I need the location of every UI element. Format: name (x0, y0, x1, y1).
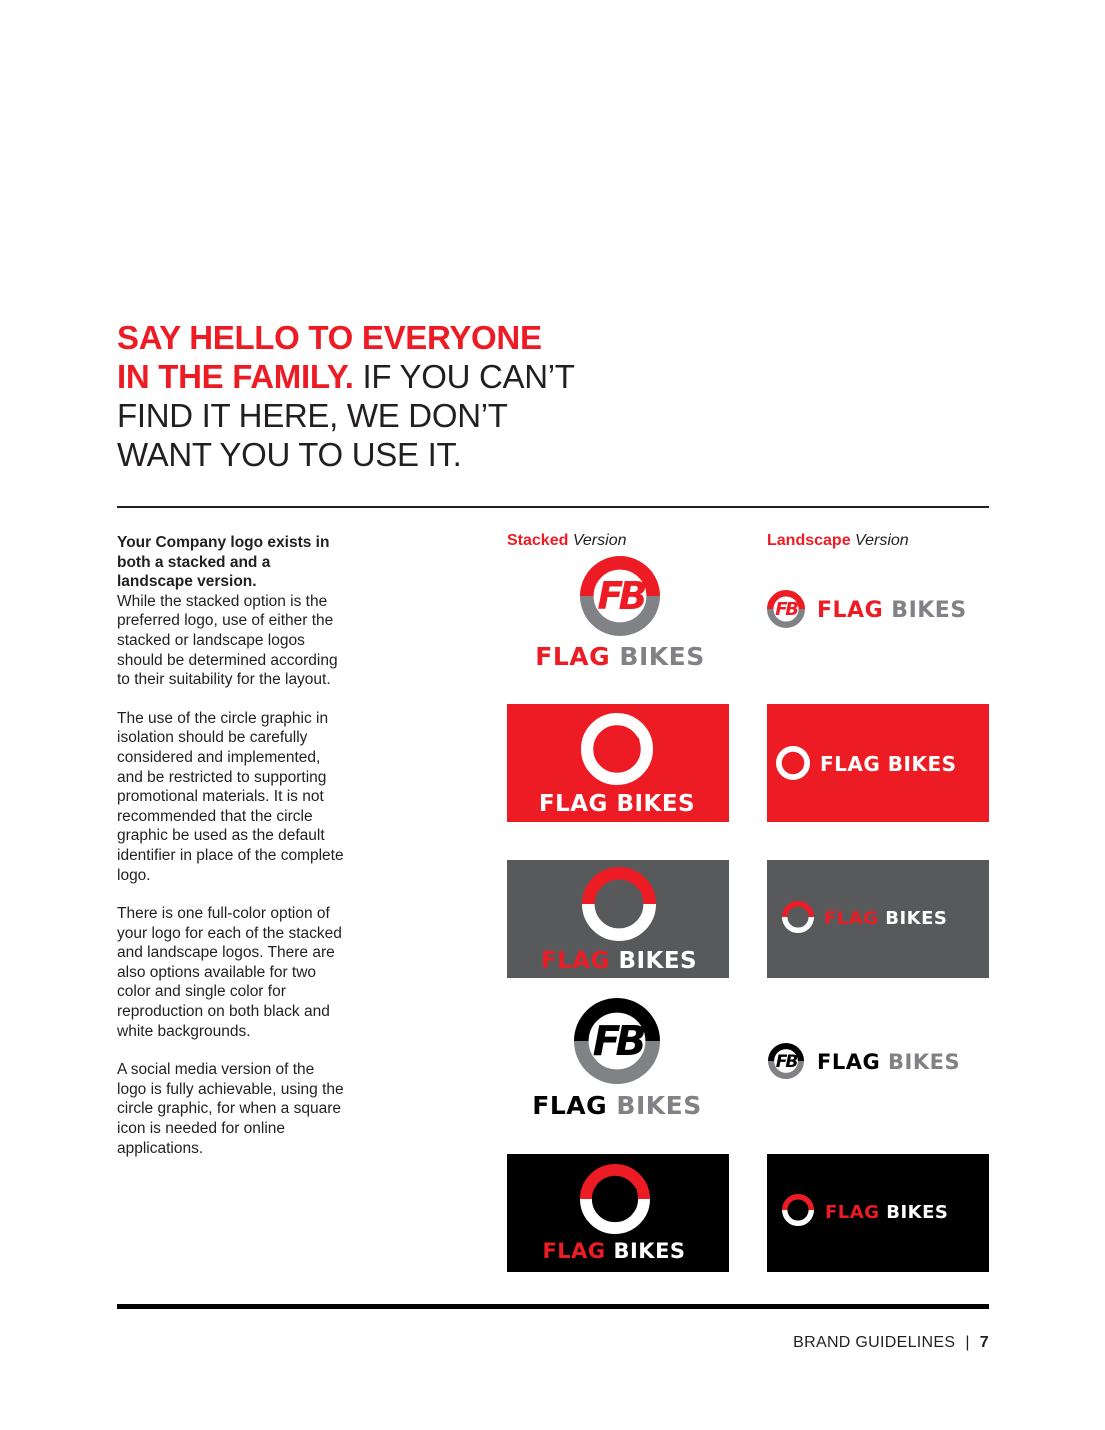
flag-bikes-wordmark: FLAG BIKES (820, 752, 957, 776)
body-paragraph-3: There is one full-color option of your logo for each of the stacked and landscape logos. There are also options available for two color and single color for reproduction on both black and white backgrounds. (117, 905, 342, 1040)
stacked-logo-black (507, 998, 729, 1116)
landscape-version-word: Version (855, 532, 909, 549)
flag-bikes-wordmark: FLAG BIKES (535, 642, 705, 671)
svg-text:FB: FB (596, 729, 638, 770)
stacked-word: Stacked (507, 532, 569, 549)
svg-text:FB: FB (775, 599, 797, 621)
body-lead: Your Company logo exists in both a stacked and a landscape version. (117, 534, 330, 591)
bottom-divider (117, 1304, 989, 1309)
body-text-column (117, 533, 347, 1177)
headline-red-line-1: SAY HELLO TO EVERYONE (117, 319, 542, 356)
headline-rest-1: IF YOU CAN’T (362, 358, 575, 395)
stacked-logo-on-red (507, 704, 729, 822)
headline-rest-3: WANT YOU TO USE IT. (117, 436, 462, 473)
fb-emblem-icon (581, 1005, 652, 1076)
landscape-logo-on-red (767, 704, 989, 822)
landscape-logo-black (767, 1003, 989, 1121)
footer-label: BRAND GUIDELINES (793, 1334, 956, 1351)
flag-bikes-wordmark: FLAG BIKES (825, 1202, 949, 1223)
body-p1: While the stacked option is the preferred logo, use of either the stacked or landscape logos should be determined according to their suitability for the layout. (117, 592, 338, 689)
stacked-logo-on-gray (507, 860, 729, 978)
svg-text:FB: FB (598, 883, 640, 925)
page-number: 7 (979, 1334, 989, 1351)
landscape-logo-full-color (767, 554, 989, 672)
flag-bikes-wordmark: FLAG BIKES (540, 948, 698, 974)
headline-red-line-2: IN THE FAMILY. (117, 358, 354, 395)
fb-emblem-icon (770, 593, 802, 625)
top-divider (117, 506, 989, 508)
svg-text:FB: FB (788, 908, 808, 927)
page-footer (793, 1334, 989, 1352)
flag-bikes-wordmark: FLAG BIKES (538, 791, 696, 817)
body-paragraph-4: A social media version of the logo is fully achievable, using the circle graphic, for when a square icon is needed for online applications. (117, 1061, 344, 1157)
flag-bikes-wordmark: FLAG BIKES (817, 598, 967, 623)
headline-rest-2: FIND IT HERE, WE DON’T (117, 397, 508, 434)
flag-bikes-wordmark: FLAG BIKES (824, 908, 948, 929)
svg-text:FB: FB (595, 1179, 635, 1219)
svg-text:FB: FB (597, 573, 643, 618)
svg-text:FB: FB (783, 753, 803, 773)
landscape-column-heading (767, 532, 909, 550)
landscape-logo-on-black (767, 1154, 989, 1272)
svg-text:FB: FB (775, 1051, 797, 1072)
stacked-version-word: Version (572, 532, 627, 549)
fb-emblem-icon (587, 563, 653, 629)
flag-bikes-wordmark: FLAG BIKES (542, 1239, 686, 1263)
stacked-logo-on-black (507, 1154, 729, 1272)
body-paragraph-2: The use of the circle graphic in isolation should be carefully considered and implemented, and be restricted to supporting promotional materials. It is not recommended that the circle graphic be used as the default identifier in place of the complete logo. (117, 709, 344, 884)
page-headline (117, 318, 677, 474)
landscape-word: Landscape (767, 532, 851, 549)
footer-separator: | (965, 1334, 970, 1351)
stacked-column-heading (507, 532, 626, 550)
flag-bikes-wordmark: FLAG BIKES (817, 1050, 961, 1074)
fb-emblem-icon (771, 1046, 801, 1076)
svg-text:FB: FB (592, 1016, 642, 1065)
svg-text:FB: FB (788, 1201, 808, 1220)
flag-bikes-wordmark: FLAG BIKES (532, 1091, 702, 1116)
stacked-logo-full-color (507, 554, 729, 672)
landscape-logo-on-gray (767, 860, 989, 978)
body-paragraph-1 (117, 533, 347, 690)
